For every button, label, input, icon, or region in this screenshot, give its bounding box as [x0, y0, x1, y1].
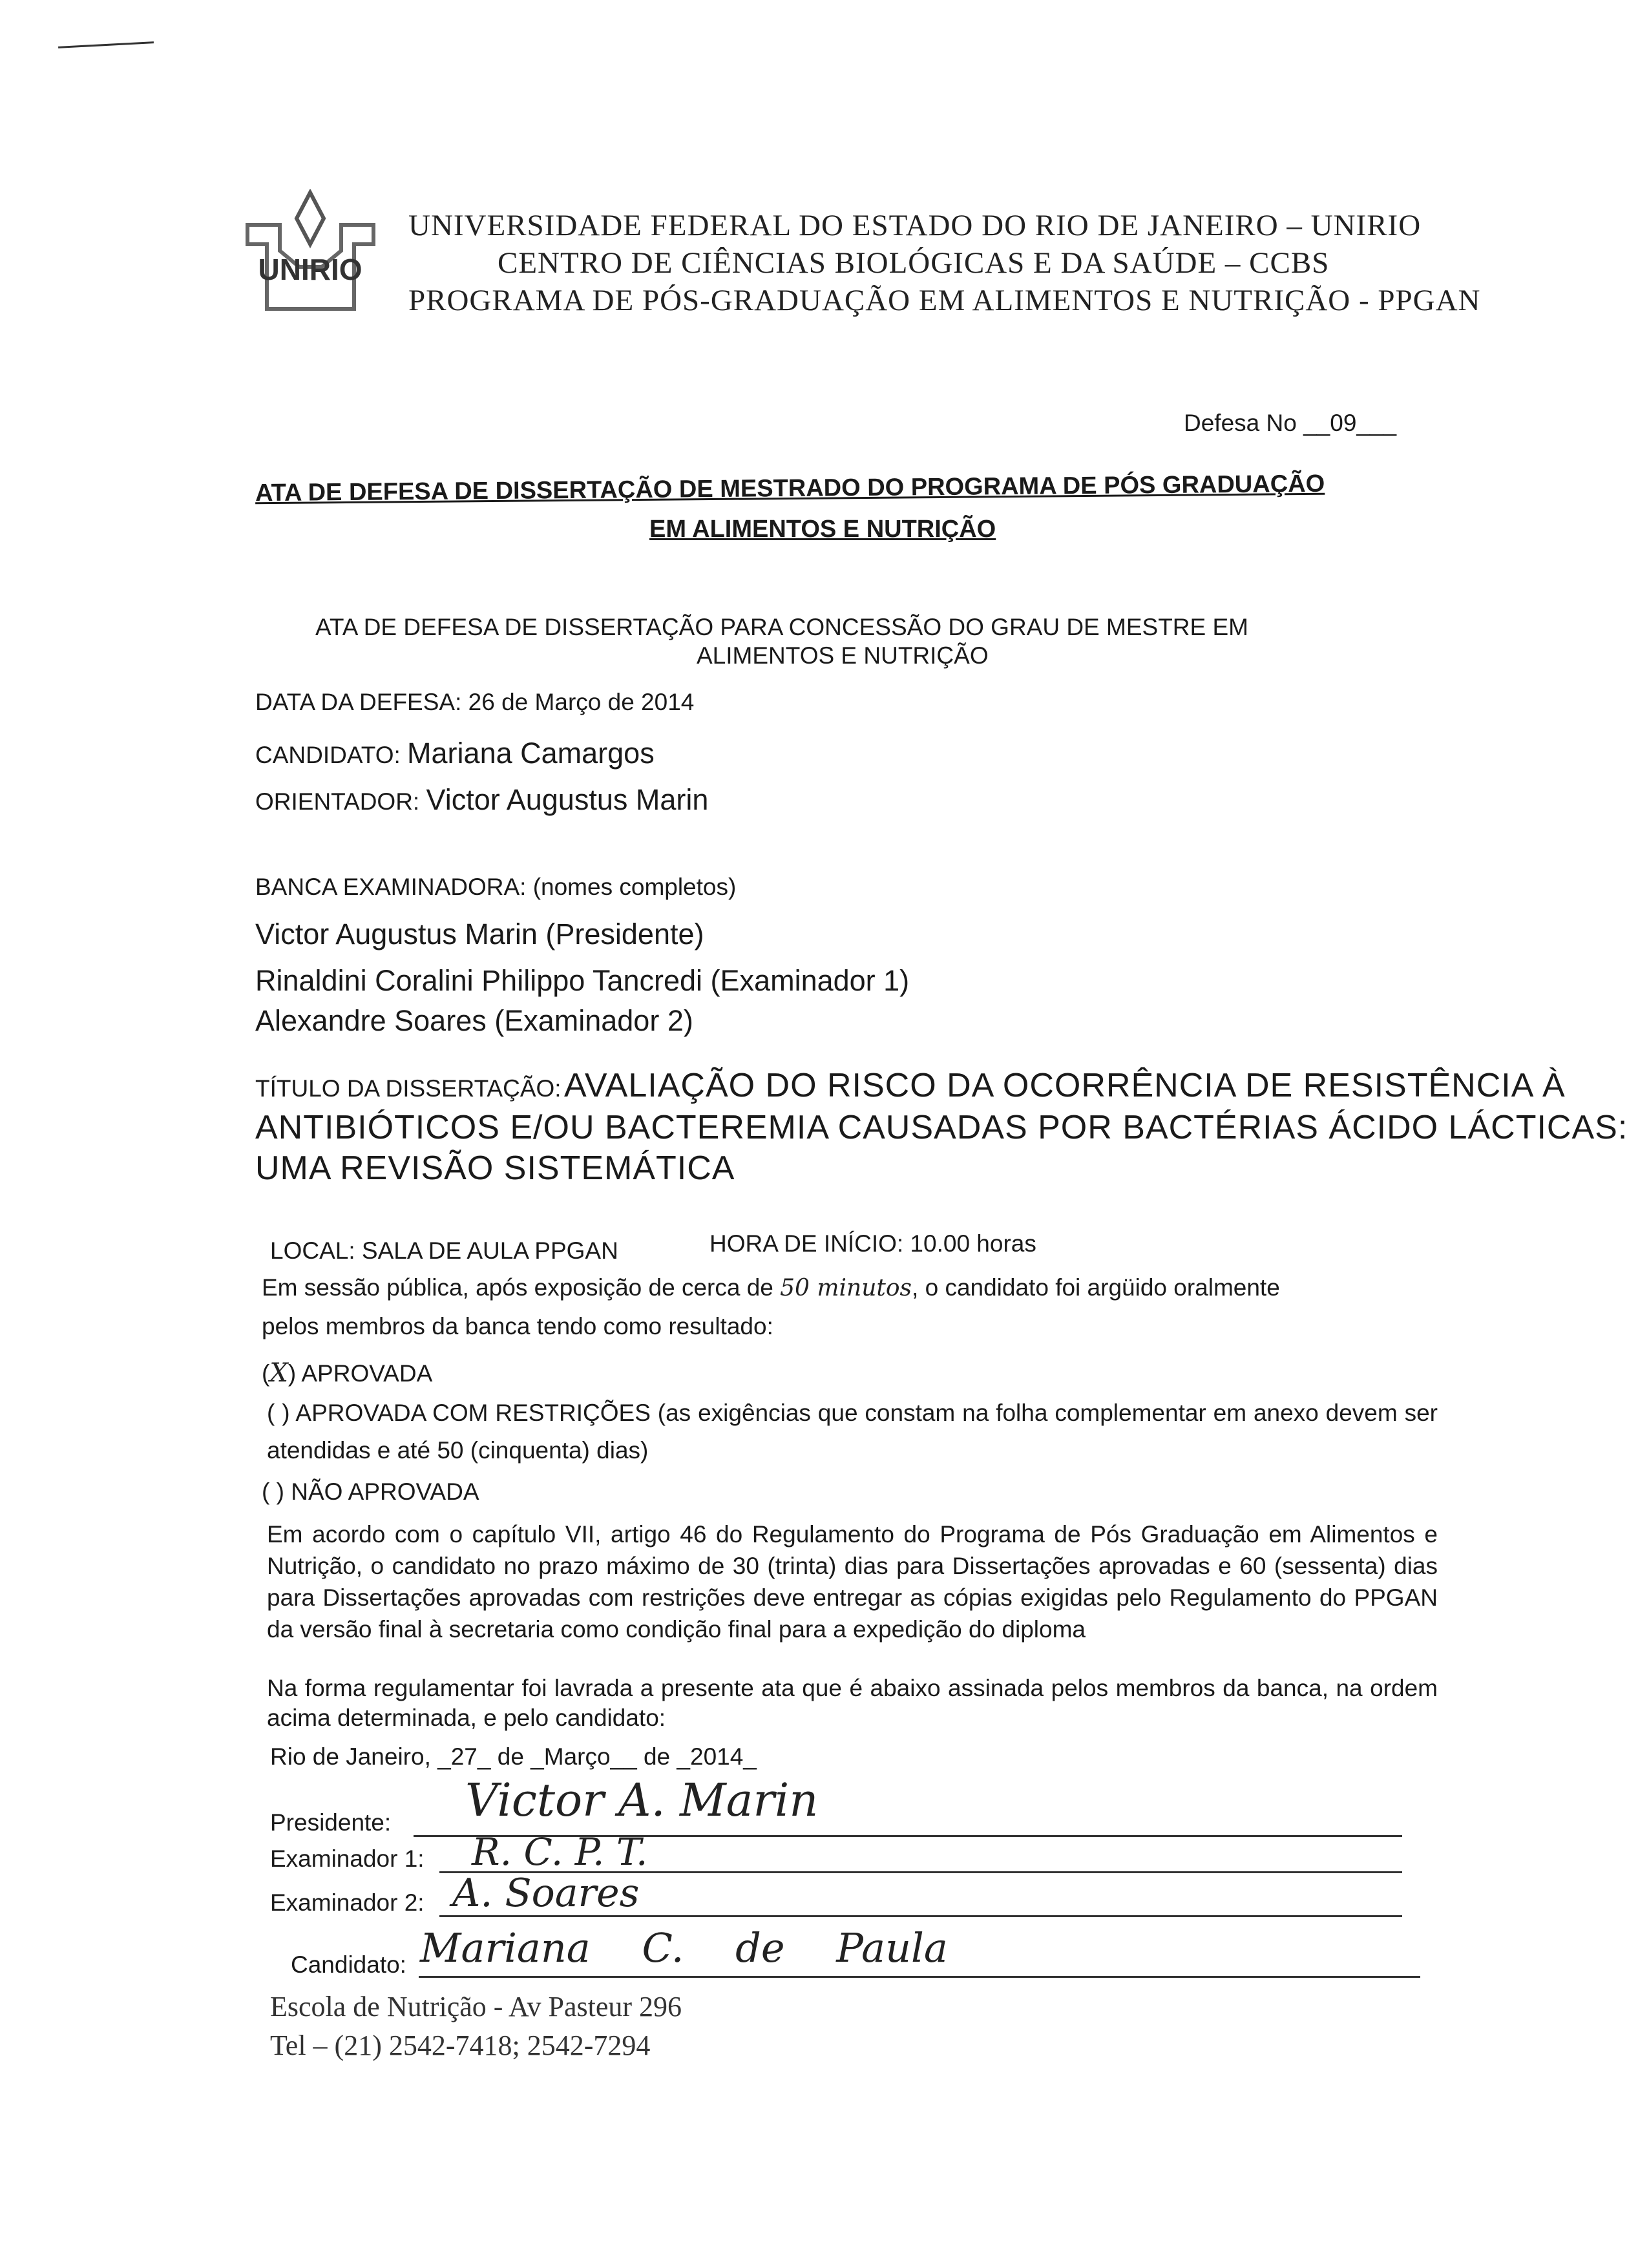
result-label: APROVADA COM RESTRIÇÕES (as exigências que constam na folha complementar em anexo devem ser atendidas e até 50 (cinquenta) dias) [267, 1400, 1438, 1464]
regulation-paragraph: Em acordo com o capítulo VII, artigo 46 do Regulamento do Programa de Pós Graduação em Alimentos e Nutrição, o candidato no prazo máximo de 30 (trinta) dias para Dissertações aprovadas e 60 (sessenta) dias para Dissertações aprovadas com restrições deve entregar as cópias exigidas pelo Regulamento do PPGAN da versão final à secretaria como condição final para a expedição do diploma [267, 1521, 1438, 1643]
banca-member: Rinaldini Coralini Philippo Tancredi (Examinador 1) [255, 964, 910, 997]
result-aprovada: (X) APROVADA [262, 1358, 433, 1388]
data-label: DATA DA DEFESA: [255, 689, 462, 715]
unirio-logo [241, 189, 380, 315]
result-nao-aprovada: ( ) NÃO APROVADA [262, 1478, 479, 1505]
session-text-post: , o candidato foi argüido oralmente [912, 1274, 1280, 1301]
svg-text:UNIRIO: UNIRIO [258, 253, 362, 286]
scan-mark [58, 41, 154, 48]
closing-paragraph: Na forma regulamentar foi lavrada a presente ata que é abaixo assinada pelos membros da banca, na ordem acima determinada, e pelo candidato: [267, 1675, 1438, 1731]
header-center: CENTRO DE CIÊNCIAS BIOLÓGICAS E DA SAÚDE – CCBS [498, 246, 1330, 280]
banca-label: BANCA EXAMINADORA: (nomes completos) [255, 874, 737, 900]
checkbox-mark: X [269, 1358, 288, 1388]
result-label: APROVADA [301, 1360, 433, 1387]
signature-label-examinador1: Examinador 1: [270, 1845, 425, 1872]
banca-member: Victor Augustus Marin (Presidente) [255, 918, 704, 950]
footer-address: Escola de Nutrição - Av Pasteur 296 [270, 1991, 682, 2022]
main-title-line2: EM ALIMENTOS E NUTRIÇÃO [649, 516, 996, 543]
titulo-line1: AVALIAÇÃO DO RISCO DA OCORRÊNCIA DE RESISTÊNCIA À [564, 1067, 1566, 1104]
data-defesa [255, 689, 694, 716]
data-value: 26 de Março de 2014 [468, 689, 695, 715]
candidato [255, 737, 655, 770]
orientador-value: Victor Augustus Marin [426, 783, 709, 816]
result-label: NÃO APROVADA [291, 1478, 479, 1505]
signature-examinador1: R. C. P. T. [472, 1830, 648, 1874]
signature-presidente: Victor A. Marin [465, 1774, 819, 1827]
titulo-label: TÍTULO DA DISSERTAÇÃO: [255, 1075, 562, 1102]
candidato-value: Mariana Camargos [407, 737, 655, 770]
titulo-line2: ANTIBIÓTICOS E/OU BACTEREMIA CAUSADAS POR BACTÉRIAS ÁCIDO LÁCTICAS: [255, 1109, 1628, 1146]
orientador-label: ORIENTADOR: [255, 788, 420, 815]
session-text-pre: Em sessão pública, após exposição de cerca de [262, 1274, 773, 1301]
session-text [262, 1274, 1280, 1301]
banca-member: Alexandre Soares (Examinador 2) [255, 1004, 693, 1037]
local: LOCAL: SALA DE AULA PPGAN [270, 1237, 618, 1264]
header-program: PROGRAMA DE PÓS-GRADUAÇÃO EM ALIMENTOS E NUTRIÇÃO - PPGAN [408, 284, 1481, 317]
session-text2: pelos membros da banca tendo como resultado: [262, 1313, 773, 1339]
defesa-number [1184, 410, 1396, 437]
signature-candidato: Mariana C. de Paula [420, 1924, 948, 1971]
signature-label-presidente: Presidente: [270, 1809, 392, 1836]
main-title-line1: ATA DE DEFESA DE DISSERTAÇÃO DE MESTRADO DO PROGRAMA DE PÓS GRADUAÇÃO [255, 470, 1325, 507]
subtitle-line2: ALIMENTOS E NUTRIÇÃO [697, 642, 989, 669]
dissertation-title [255, 1066, 1566, 1105]
subtitle-line1: ATA DE DEFESA DE DISSERTAÇÃO PARA CONCESSÃO DO GRAU DE MESTRE EM [315, 614, 1248, 640]
footer-phone: Tel – (21) 2542-7418; 2542-7294 [270, 2030, 651, 2061]
candidato-label: CANDIDATO: [255, 742, 401, 768]
signature-label-examinador2: Examinador 2: [270, 1889, 425, 1916]
header-university: UNIVERSIDADE FEDERAL DO ESTADO DO RIO DE JANEIRO – UNIRIO [408, 209, 1422, 242]
result-aprovada-restricoes: ( ) APROVADA COM RESTRIÇÕES (as exigências que constam na folha complementar em anexo devem ser atendidas e até 50 (cinquenta) dias) [267, 1400, 1438, 1464]
defesa-value: __09___ [1303, 410, 1397, 436]
signature-examinador2: A. Soares [452, 1871, 640, 1916]
signature-line [419, 1976, 1420, 1978]
hora-inicio: HORA DE INÍCIO: 10.00 horas [709, 1230, 1036, 1257]
titulo-line3: UMA REVISÃO SISTEMÁTICA [255, 1150, 735, 1187]
handwritten-duration: 50 minutos [780, 1275, 912, 1301]
signature-label-candidato: Candidato: [291, 1951, 406, 1978]
defesa-label: Defesa No [1184, 410, 1297, 436]
orientador [255, 783, 708, 817]
place-date: Rio de Janeiro, _27_ de _Março__ de _2014_ [270, 1743, 757, 1770]
